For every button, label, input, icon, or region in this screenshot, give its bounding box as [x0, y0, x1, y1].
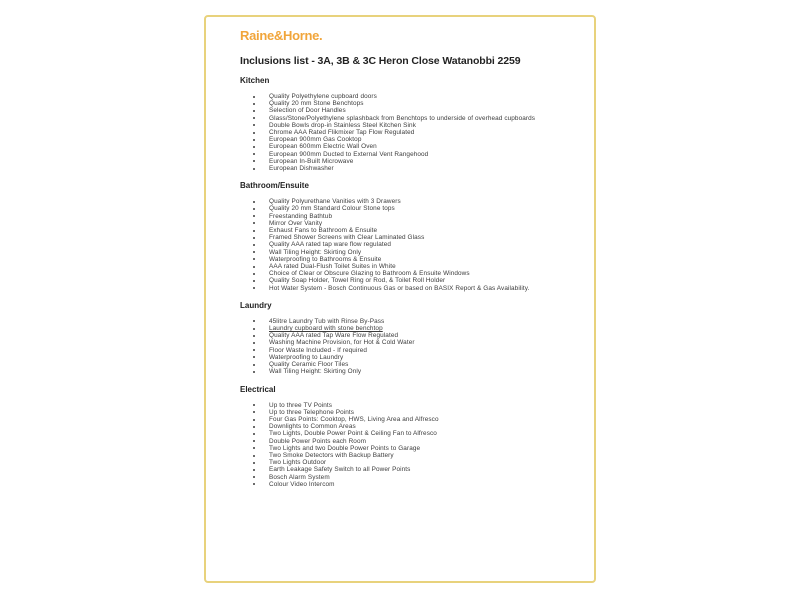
list-item: Quality Polyethylene cupboard doors [252, 93, 568, 100]
list-item: Double Power Points each Room [252, 438, 568, 445]
list-item: Up to three TV Points [252, 402, 568, 409]
list-item: Mirror Over Vanity [252, 220, 568, 227]
section-heading: Laundry [240, 300, 272, 310]
section-heading: Bathroom/Ensuite [240, 181, 309, 191]
list-item: Quality Soap Holder, Towel Ring or Rod, & Toilet Roll Holder [252, 277, 568, 284]
list-item: Four Gas Points: Cooktop, HWS, Living Area and Alfresco [252, 416, 568, 423]
list-item: Quality 20 mm Standard Colour Stone tops [252, 205, 568, 212]
document-section [240, 181, 568, 292]
list-item: European In-Built Microwave [252, 158, 568, 165]
list-item: Up to three Telephone Points [252, 409, 568, 416]
list-item: AAA rated Dual-Flush Toilet Suites in White [252, 263, 568, 270]
page-title: Inclusions list - 3A, 3B & 3C Heron Close Watanobbi 2259 [240, 55, 521, 67]
list-item: Two Lights Outdoor [252, 459, 568, 466]
bullet-list [240, 93, 568, 172]
list-item: Choice of Clear or Obscure Glazing to Bathroom & Ensuite Windows [252, 270, 568, 277]
list-item: Glass/Stone/Polyethylene splashback from Benchtops to underside of overhead cupboards [252, 115, 568, 122]
list-item: European 900mm Gas Cooktop [252, 136, 568, 143]
list-item: Quality AAA rated Tap Ware Flow Regulated [252, 332, 568, 339]
document-section [240, 385, 568, 488]
list-item: Two Smoke Detectors with Backup Battery [252, 452, 568, 459]
list-item: Wall Tiling Height: Skirting Only [252, 249, 568, 256]
list-item: Hot Water System - Bosch Continuous Gas or based on BASIX Report & Gas Availability. [252, 285, 568, 292]
list-item: Freestanding Bathtub [252, 213, 568, 220]
list-item: European 900mm Ducted to External Vent Rangehood [252, 151, 568, 158]
list-item: European Dishwasher [252, 165, 568, 172]
bullet-list [240, 198, 568, 292]
list-item: Double Bowls drop-in Stainless Steel Kitchen Sink [252, 122, 568, 129]
list-item: Earth Leakage Safety Switch to all Power Points [252, 466, 568, 473]
bullet-list [240, 402, 568, 488]
list-item: European 600mm Electric Wall Oven [252, 143, 568, 150]
list-item: Wall Tiling Height: Skirting Only [252, 368, 568, 375]
list-item: Downlights to Common Areas [252, 423, 568, 430]
list-item: Colour Video Intercom [252, 481, 568, 488]
list-item: Selection of Door Handles [252, 107, 568, 114]
document-section [240, 301, 568, 376]
list-item: Waterproofing to Bathrooms & Ensuite [252, 256, 568, 263]
list-item: Chrome AAA Rated Flikmixer Tap Flow Regulated [252, 129, 568, 136]
list-item: Laundry cupboard with stone benchtop [252, 325, 568, 332]
list-item: Bosch Alarm System [252, 474, 568, 481]
section-heading: Kitchen [240, 76, 270, 85]
list-item: Quality 20 mm Stone Benchtops [252, 100, 568, 107]
list-item: Exhaust Fans to Bathroom & Ensuite [252, 227, 568, 234]
list-item: Waterproofing to Laundry [252, 354, 568, 361]
list-item: Two Lights, Double Power Point & Ceiling Fan to Alfresco [252, 430, 568, 437]
raine-and-horne-logo: Raine&Horne. [240, 28, 323, 43]
list-item: Two Lights and two Double Power Points to Garage [252, 445, 568, 452]
list-item: Quality Ceramic Floor Tiles [252, 361, 568, 368]
list-item: 45litre Laundry Tub with Rinse By-Pass [252, 318, 568, 325]
list-item: Washing Machine Provision, for Hot & Cold Water [252, 339, 568, 346]
document-content [206, 17, 594, 488]
bullet-list [240, 318, 568, 376]
list-item: Quality AAA rated tap ware flow regulated [252, 241, 568, 248]
section-heading: Electrical [240, 384, 276, 394]
list-item: Floor Waste Included - If required [252, 347, 568, 354]
sections-container [240, 76, 568, 488]
list-item: Quality Polyurethane Vanities with 3 Drawers [252, 198, 568, 205]
document-section [240, 76, 568, 172]
document-border-frame [204, 15, 596, 583]
list-item: Framed Shower Screens with Clear Laminated Glass [252, 234, 568, 241]
